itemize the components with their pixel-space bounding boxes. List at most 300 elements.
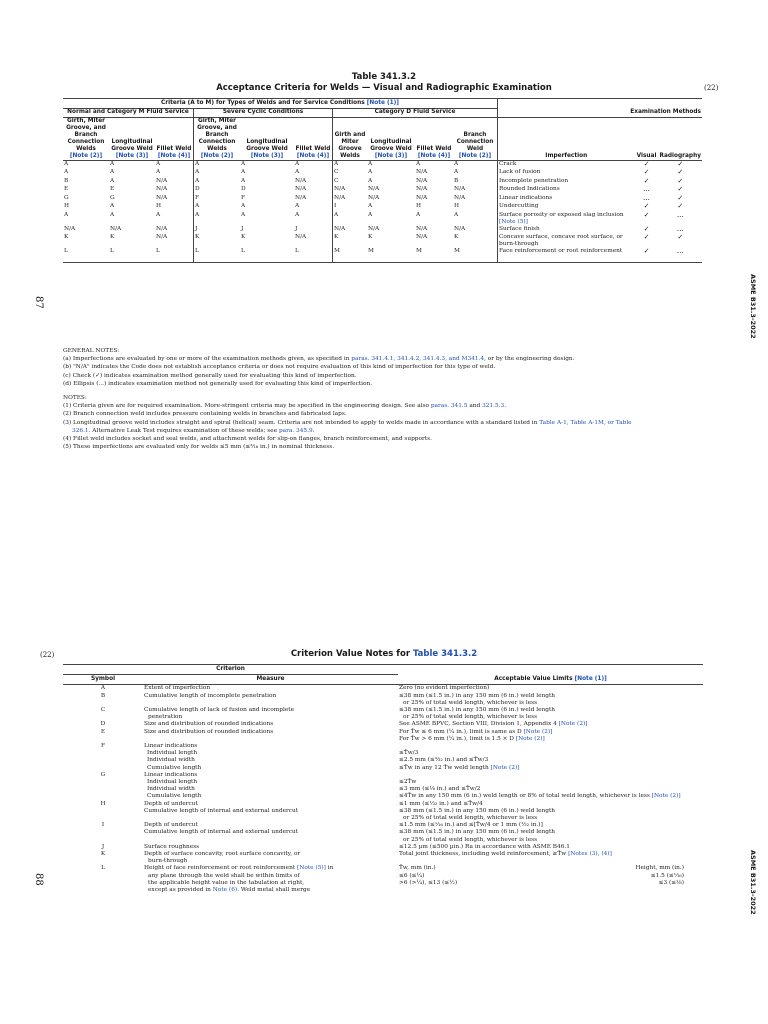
criterion-cell: N/A (416, 177, 428, 184)
criterion-cell: K (334, 234, 339, 240)
limit-cell (398, 721, 703, 728)
limit-cell (398, 685, 703, 693)
criterion-cell: N/A (110, 225, 122, 232)
criterion-cell: A (416, 161, 421, 167)
criterion-cell: K (110, 234, 115, 240)
col-header-girth-severe: Girth, Miter Groove, and Branch Connection Welds [Note (2)] (194, 118, 241, 161)
measure-cell: Cumulative length (147, 793, 202, 800)
symbol-cell (63, 779, 143, 786)
measure-cell: Individual length (147, 750, 198, 757)
measure-cell (143, 707, 398, 721)
criterion-cell: B (64, 177, 69, 184)
measure-text: Depth of undercut (144, 800, 198, 807)
measure-text: Cumulative length of internal and external undercut (144, 829, 299, 836)
criterion-cell: A (195, 211, 200, 218)
criterion-cell: C (334, 169, 339, 175)
criterion-cell: N/A (368, 194, 380, 201)
measure-cell (143, 721, 398, 728)
criterion-cell: J (195, 225, 198, 232)
limit-cell (398, 693, 703, 707)
criterion-cell: N/A (453, 226, 498, 235)
col-header-longitudinal: Longitudinal Groove Weld [Note (3)] (109, 118, 155, 161)
general-notes: GENERAL NOTES: (a) Imperfections are evaluated by one or more of the examination methods given, as specified in paras. 341.4.1, 341.4.2, 341.4.3, and M341.4, or by the engineering design. (b) "N/A" indicates the Code does not establish acceptance criteria or does not require evaluation of this kind of imperfection for this type of weld. (c) Check (✓) indicates examination method generally used for evaluating this kind of imperfection. (d) Ellipsis (...) indicates examination method not generally used for evaluating this kind of imperfection. (63, 348, 575, 387)
criterion-cell: A (195, 203, 200, 209)
table-row (63, 178, 702, 187)
visual-cell: ✓ (643, 210, 650, 219)
limit-text: ≤2.5 mm (≤³⁄₃₂ in.) and ≤T̄w/3 (399, 757, 489, 764)
criterion-subrow (63, 793, 703, 800)
criterion-cell: N/A (368, 186, 380, 192)
limit-text: T̄w, mm (in.) (399, 865, 436, 872)
acceptance-criteria-table (63, 98, 702, 263)
limit-note: [Note (2)] (490, 764, 520, 771)
measure-text: Size and distribution of rounded indications (144, 721, 274, 728)
criterion-cell: C (334, 177, 339, 184)
symbol-cell: A (100, 685, 106, 692)
limit-text: ≤38 mm (≤1.5 in.) in any 150 mm (6 in.) weld length (399, 692, 556, 699)
limit-text: or 25% of total weld length, whichever is less (403, 714, 538, 721)
criterion-cell: F (195, 194, 200, 201)
limit-cell (398, 829, 703, 843)
table-row (63, 161, 702, 170)
limit-text: ≤6 (≤¼) (399, 872, 425, 879)
limit-text: Total joint thickness, including weld reinforcement, ≥T̄w (399, 851, 567, 858)
symbol-cell (63, 750, 143, 757)
visual-cell: ✓ (643, 176, 650, 185)
criterion-cell: N/A (453, 195, 498, 204)
limit-text: ≤1.5 mm (≤¹⁄₁₆ in.) and ≤[T̄w/4 or 1 mm (¹⁄₃₂ in.)] (399, 822, 543, 829)
criterion-row (63, 721, 703, 728)
measure-cell (143, 808, 398, 822)
table-row (63, 212, 702, 226)
measure-cell (143, 772, 398, 779)
table-row (63, 234, 702, 248)
criterion-subrow (63, 779, 703, 786)
criterion-row (63, 693, 703, 707)
measure-line (144, 887, 397, 894)
criterion-cell: A (334, 211, 339, 218)
criterion-cell: A (64, 169, 69, 175)
limit-text: Zero (no evident imperfection) (399, 685, 490, 692)
criterion-cell: A (195, 177, 200, 184)
imperfection-cell (498, 203, 635, 212)
measure-text: Size and distribution of rounded indications (144, 728, 274, 735)
limit-text: ≤2T̄w (399, 779, 417, 786)
imperfection-label: Concave surface, concave root surface, or burn-through (499, 234, 623, 247)
table-row (63, 169, 702, 178)
criterion-cell: A (294, 212, 333, 226)
symbol-cell: F (100, 743, 106, 750)
criterion-cell: A (195, 161, 200, 167)
criterion-cell: D (195, 186, 200, 192)
symbol-cell: H (100, 800, 106, 807)
criterion-cell: A (294, 169, 333, 178)
symbol-cell (63, 765, 143, 772)
measure-cell (143, 865, 398, 894)
limit-note: [Note (2)] (558, 721, 588, 728)
limit-text: ≤12.5 µm (≤500 µin.) Ra in accordance with ASME B46.1 (399, 843, 570, 850)
imperfection-cell (498, 248, 635, 262)
measure-line (144, 808, 397, 815)
criterion-cell: N/A (453, 186, 498, 195)
measure-line (144, 707, 397, 714)
limit-cell (398, 707, 703, 721)
table-number: Table 341.3.2 (351, 72, 417, 82)
criterion-cell: J (241, 225, 244, 232)
criterion-row (63, 685, 703, 693)
side-label-bottom: ASME B31.3-2022 (749, 850, 757, 915)
visual-cell: ✓ (643, 233, 650, 241)
criteria-group-header: Criteria (A to M) for Types of Welds and for Service Conditions [Note (1)] (63, 99, 498, 109)
criterion-cell: A (294, 161, 333, 170)
criterion-value-table (63, 664, 703, 894)
measure-text: except as provided in (148, 887, 211, 894)
table-row (63, 226, 702, 235)
imperfection-cell (498, 195, 635, 204)
measure-text: Cumulative length of lack of fusion and incomplete (144, 707, 295, 714)
criterion-cell: N/A (294, 178, 333, 187)
criterion-cell: M (367, 248, 415, 262)
criterion-row (63, 865, 703, 894)
limit-cell (398, 801, 703, 808)
symbol-header: Symbol (63, 675, 143, 685)
measure-text: in (327, 865, 334, 872)
criterion-cell: K (453, 234, 498, 248)
col-header-imperfection: Imperfection (498, 118, 635, 161)
criterion-cell: N/A (294, 186, 333, 195)
measure-line (144, 693, 397, 700)
limit-cell (398, 743, 703, 750)
symbol-cell: C (100, 707, 106, 714)
limit-cell (398, 793, 703, 800)
limit-line (399, 721, 702, 728)
criterion-cell: A (368, 203, 373, 209)
criterion-cell: A (241, 177, 246, 184)
criterion-cell: A (110, 177, 115, 184)
limit-line (399, 685, 702, 692)
imperfection-cell (498, 169, 635, 178)
measure-cell (143, 844, 398, 851)
imperfection-cell (498, 212, 635, 226)
criterion-cell: N/A (64, 225, 76, 232)
criterion-cell: K (368, 234, 373, 240)
criterion-cell: H (155, 203, 194, 212)
exam-methods-header: Examination Methods (498, 109, 703, 118)
imperfection-cell (498, 234, 635, 248)
limit-text: ≤T̄w in any 12 T̄w weld length (399, 764, 489, 771)
normal-service-header: Normal and Category M Fluid Service (63, 109, 194, 118)
limit-line (399, 873, 702, 880)
criterion-cell: A (453, 212, 498, 226)
criterion-cell: A (368, 211, 373, 218)
limit-text: ≤1 mm (≤¹⁄₃₂ in.) and ≤T̄w/4 (399, 800, 483, 807)
visual-cell: ✓ (643, 202, 650, 210)
criterion-cell: A (241, 161, 246, 167)
limit-line (399, 801, 702, 808)
limit-line (399, 865, 702, 872)
criterion-cell: B (453, 178, 498, 187)
radiography-cell: ✓ (677, 202, 684, 210)
limit-text: >6 (>¼), ≤13 (≤½) (399, 879, 458, 886)
criterion-row (63, 808, 703, 822)
page-number: 87 (33, 296, 44, 309)
criterion-cell: A (294, 203, 333, 212)
imperfection-cell (498, 161, 635, 170)
imperfection-label: Lack of fusion (499, 169, 541, 175)
category-d-header: Category D Fluid Service (333, 109, 498, 118)
criterion-cell: A (64, 211, 69, 218)
col-header-longitudinal-severe: Longitudinal Groove Weld [Note (3)] (240, 118, 294, 161)
criterion-cell: A (110, 161, 115, 167)
limit-text: or 25% of total weld length, whichever is less (403, 836, 538, 843)
measure-cell: Individual length (147, 779, 198, 786)
criterion-row (63, 743, 703, 750)
criterion-subrow (63, 765, 703, 772)
criterion-row (63, 851, 703, 865)
limits-header: Acceptable Value Limits [Note (1)] (398, 675, 703, 685)
measure-text: Extent of imperfection (144, 685, 211, 692)
criterion-cell: N/A (294, 234, 333, 248)
limit-note: [Note (2)] (523, 728, 553, 735)
imperfection-label: Face reinforcement or root reinforcement (499, 248, 623, 254)
table-row (63, 203, 702, 212)
criterion-cell: A (110, 203, 115, 209)
measure-cell (143, 685, 398, 693)
criterion-row (63, 707, 703, 721)
measure-cell (143, 729, 398, 743)
criterion-cell: K (241, 234, 246, 240)
limit-text: or 25% of total weld length, whichever is less (403, 699, 538, 706)
radiography-cell: ✓ (677, 160, 684, 168)
limit-line (399, 808, 702, 815)
limit-text: ≤T̄w/3 (399, 750, 419, 757)
criterion-cell: N/A (416, 194, 428, 201)
severe-cyclic-header: Severe Cyclic Conditions (194, 109, 333, 118)
criterion-cell: N/A (155, 195, 194, 204)
limit-text: ≤38 mm (≤1.5 in.) in any 150 mm (6 in.) weld length (399, 707, 556, 714)
measure-cell (143, 829, 398, 843)
limit-line (399, 844, 702, 851)
criterion-cell: L (63, 248, 109, 262)
table-row (63, 186, 702, 195)
criterion-cell: E (64, 186, 69, 192)
symbol-cell (63, 808, 143, 822)
criterion-cell: M (333, 248, 368, 262)
table-row (63, 195, 702, 204)
col-header-longitudinal-d: Longitudinal Groove Weld [Note (3)] (367, 118, 415, 161)
col-header-girth-d: Girth and Miter Groove Welds (333, 118, 368, 161)
measure-line (144, 729, 397, 736)
limit-line (399, 736, 702, 743)
measure-cell (143, 693, 398, 707)
measure-cell (143, 851, 398, 865)
limit-text: ≤3 (≤⅛) (658, 879, 684, 886)
symbol-cell (63, 757, 143, 764)
criterion-cell: A (453, 169, 498, 178)
criterion-cell: A (241, 211, 246, 218)
criterion-cell: K (195, 234, 200, 240)
limit-text: For T̄w > 6 mm (¼ in.), limit is 1.5 × D (399, 735, 514, 742)
measure-note: [Note (5)] (297, 865, 326, 872)
measure-text: Cumulative length of incomplete penetration (144, 692, 277, 699)
col-header-branch-d: Branch Connection Weld [Note (2)] (453, 118, 498, 161)
limit-line (399, 829, 702, 836)
criterion-cell: G (110, 194, 115, 201)
criterion-cell: H (64, 203, 70, 209)
criterion-cell: A (368, 169, 373, 175)
revision-marker-bottom: (22) (40, 651, 55, 659)
criterion-cell: D (241, 186, 246, 192)
symbol-cell: E (100, 728, 106, 735)
criterion-cell: K (64, 234, 69, 240)
limit-text: For T̄w ≤ 6 mm (¼ in.), limit is same as D (399, 728, 522, 735)
visual-cell: ✓ (643, 224, 650, 233)
col-header-girth: Girth, Miter Groove, and Branch Connection Welds [Note (2)] (63, 118, 109, 161)
criterion-cell: I (334, 203, 337, 209)
measure-cell: Individual width (147, 757, 195, 764)
visual-cell: ✓ (643, 160, 650, 168)
symbol-cell (63, 829, 143, 843)
measure-text: Surface roughness (144, 843, 200, 850)
measure-line (144, 865, 397, 872)
limit-text: See ASME BPVC, Section VIII, Division 1, Appendix 4 (399, 721, 557, 728)
criterion-row (63, 829, 703, 843)
limit-cell (398, 729, 703, 743)
measure-text: Cumulative length of internal and external undercut (144, 807, 299, 814)
col-header-fillet: Fillet Weld [Note (4)] (155, 118, 194, 161)
limit-text: ≤4T̄w in any 150 mm (6 in.) weld length or 8% of total weld length, whichever is less (399, 793, 650, 800)
measure-line (144, 829, 397, 836)
measure-text: Depth of surface concavity, root surface concavity, or (144, 851, 301, 858)
visual-cell: ✓ (643, 168, 650, 176)
criterion-cell: A (241, 169, 246, 175)
symbol-cell: I (101, 822, 105, 829)
measure-line (144, 743, 397, 750)
criterion-cell: A (155, 212, 194, 226)
criterion-cell: A (334, 161, 339, 167)
limit-line (399, 851, 702, 858)
limit-line (399, 707, 702, 714)
criterion-cell: N/A (416, 169, 428, 175)
measure-header: Measure (143, 675, 398, 685)
limit-line (399, 729, 702, 736)
measure-line (144, 685, 397, 692)
criterion-cell: N/A (416, 234, 428, 240)
criterion-cell: L (240, 248, 294, 262)
limit-line (399, 837, 702, 844)
criterion-row (63, 844, 703, 851)
page-number-bottom: 88 (33, 873, 44, 886)
measure-cell (143, 743, 398, 750)
imperfection-cell (498, 186, 635, 195)
measure-line: the applicable height value in the tabulation at right, (148, 879, 305, 886)
measure-line: burn-through (148, 858, 188, 865)
limit-note: [Note (2)] (515, 735, 545, 742)
measure-text: . Weld metal shall merge (237, 887, 311, 894)
radiography-cell: ✓ (677, 168, 684, 176)
radiography-cell: ✓ (677, 185, 684, 193)
criterion-cell: A (155, 169, 194, 178)
criterion-cell: N/A (155, 226, 194, 235)
measure-line (144, 822, 397, 829)
limit-note: [Notes (3), (4)] (568, 851, 612, 858)
criterion-cell: L (155, 248, 194, 262)
visual-cell: ... (643, 185, 650, 193)
limit-cell (398, 808, 703, 822)
measure-cell (143, 801, 398, 808)
limit-text: ≤1.5 (≤¹⁄₁₆) (650, 872, 684, 879)
criterion-cell: M (453, 248, 498, 262)
criterion-cell: L (109, 248, 155, 262)
criterion-cell: L (294, 248, 333, 262)
measure-cell: Individual width (147, 786, 195, 793)
imperfection-note: [Note (5)] (499, 218, 528, 225)
symbol-cell: J (101, 843, 105, 850)
col-header-visual: Visual (635, 118, 659, 161)
col-header-radiography: Radiography (659, 118, 702, 161)
radiography-cell: ... (676, 224, 684, 233)
revision-marker: (22) (704, 84, 719, 92)
limit-cell (398, 772, 703, 779)
criterion-cell: N/A (155, 178, 194, 187)
limit-line (399, 880, 702, 887)
col-header-fillet-d: Fillet Weld [Note (4)] (415, 118, 453, 161)
radiography-cell: ✓ (677, 176, 684, 185)
limit-cell (398, 765, 703, 772)
criterion-cell: A (110, 211, 115, 218)
imperfection-cell (498, 226, 635, 235)
symbol-cell (63, 793, 143, 800)
imperfection-label: Undercutting (499, 203, 539, 209)
radiography-cell: ✓ (677, 193, 684, 202)
limit-note: [Note (2)] (651, 793, 681, 800)
measure-text: Linear indications (144, 771, 198, 778)
measure-cell: Cumulative length (147, 764, 202, 771)
limit-text: or 25% of total weld length, whichever is less (403, 815, 538, 822)
symbol-cell: D (100, 721, 106, 728)
symbol-cell: B (100, 692, 106, 699)
criterion-cell: N/A (155, 186, 194, 195)
criterion-cell: N/A (334, 225, 346, 232)
table-row (63, 248, 702, 262)
imperfection-label: Incomplete penetration (499, 177, 569, 184)
criterion-cell: A (368, 161, 373, 167)
limit-text: ≤3 mm (≤⅛ in.) and ≤T̄w/2 (399, 786, 481, 793)
criterion-cell: H (453, 203, 498, 212)
criterion-cell: M (415, 248, 453, 262)
criterion-cell: G (64, 194, 69, 201)
criterion-cell: F (241, 194, 246, 201)
measure-line (144, 851, 397, 858)
criterion-subrow (63, 750, 703, 757)
symbol-cell: L (101, 865, 105, 872)
criterion-cell: A (64, 161, 69, 167)
limit-cell (398, 757, 703, 764)
criterion-row (63, 772, 703, 779)
measure-text: Linear indications (144, 743, 198, 750)
measure-line: any plane through the weld shall be within limits of (148, 872, 300, 879)
criterion-cell: H (416, 203, 422, 209)
criterion-cell: N/A (416, 225, 428, 232)
symbol-cell: K (100, 851, 106, 858)
symbol-cell: G (100, 771, 106, 778)
limit-line (399, 693, 702, 700)
imperfection-label: Crack (499, 161, 517, 167)
criterion-cell: L (194, 248, 241, 262)
radiography-cell: ... (659, 248, 702, 262)
limit-text: Height, mm (in.) (635, 865, 684, 872)
symbol-cell (63, 786, 143, 793)
